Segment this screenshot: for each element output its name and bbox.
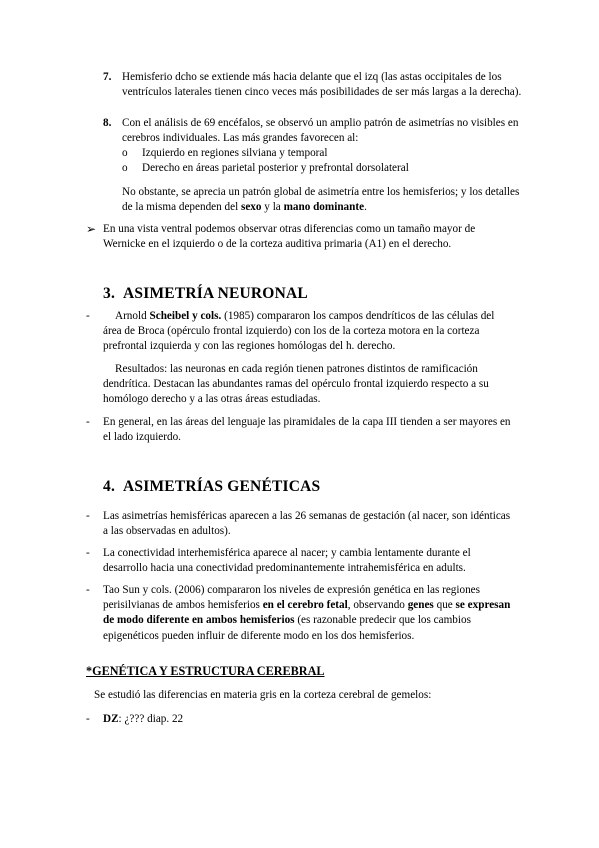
- sub-item-1-text: Izquierdo en regiones silviana y temporal: [142, 147, 328, 159]
- section-3-title: ASIMETRÍA NEURONAL: [123, 285, 308, 302]
- s4p3-pre: Tao Sun y cols. (2006) compararon los niveles de expresión genética en las regiones perisilvianas de ambos hemisferios: [103, 584, 480, 612]
- item-8-text: Con el análisis de 69 encéfalos, se observó un amplio patrón de asimetrías no visibles en cerebros individuales. Las más grandes favorecen al:: [122, 117, 519, 145]
- note-bold-sexo: sexo: [240, 201, 262, 214]
- genetics-intro: Se estudió las diferencias en materia gris en la corteza cerebral de gemelos:: [94, 689, 432, 701]
- section-4-heading: [103, 478, 320, 496]
- list-number-8: 8.: [103, 117, 112, 129]
- s4p3-mid2: que: [433, 599, 456, 612]
- arrow-bullet-icon: ➢: [86, 222, 97, 236]
- s3p1-pre: Arnold: [115, 310, 150, 322]
- dash-marker: -: [86, 547, 90, 559]
- list-number-7: 7.: [103, 71, 112, 83]
- s4p3-mid: , observando: [347, 599, 408, 612]
- section-4-title: ASIMETRÍAS GENÉTICAS: [123, 478, 321, 495]
- genetics-subheading: *GENÉTICA Y ESTRUCTURA CEREBRAL: [86, 664, 325, 678]
- dash-marker: -: [86, 510, 90, 522]
- section-4-number: 4.: [103, 478, 116, 495]
- dz-line: [103, 712, 403, 727]
- item-7-text: Hemisferio dcho se extiende más hacia delante que el izq (las astas occipitales de los ventrículos laterales tienen cinco veces más posibilidades de ser más largas a la derecha).: [122, 71, 522, 99]
- note-paragraph: [122, 185, 522, 215]
- dash-marker: -: [86, 713, 90, 725]
- section-4-paragraph-1: Las asimetrías hemisféricas aparecen a las 26 semanas de gestación (al nacer, son idénticas a las observadas en adultos).: [103, 510, 511, 538]
- s3p1-post: (1985) compararon los campos dendríticos de las células del área de Broca (opérculo frontal izquierdo) con los de la corteza motora en la corteza prefrontal izquierda y con las regiones homólogas del h. derecho.: [103, 310, 495, 353]
- sub-bullet-2: o: [122, 162, 128, 174]
- sub-bullet-1: o: [122, 147, 128, 159]
- dash-marker: -: [86, 584, 90, 596]
- section-4-paragraph-3: [103, 583, 513, 644]
- section-4-paragraph-2: La conectividad interhemisférica aparece al nacer; y cambia lentamente durante el desarrollo hacia una conectividad predominantemente intrahemisférica en adults.: [103, 547, 471, 575]
- section-3-heading: [103, 285, 308, 303]
- dash-marker: -: [86, 310, 90, 322]
- dash-marker: -: [86, 416, 90, 428]
- s4p3-bold-1: en el cerebro fetal: [262, 599, 348, 612]
- s4p3-bold-3: se expresan de modo diferente en ambos hemisferios: [103, 599, 511, 627]
- section-3-paragraph-1: [103, 309, 513, 355]
- dz-text: : ¿??? diap. 22: [118, 713, 184, 725]
- note-text-pre: No obstante, se aprecia un patrón global de asimetría entre los hemisferios; y los detalles de la misma dependen del: [122, 186, 520, 214]
- dz-bold: DZ: [103, 713, 119, 725]
- note-bold-mano: mano dominante: [283, 201, 365, 214]
- s4p3-post: (es razonable predecir que los cambios epigenéticos pueden influir de diferente modo en los dos hemisferios.: [103, 614, 471, 642]
- note-text-mid: y la: [261, 201, 284, 214]
- arrow-item-text: En una vista ventral podemos observar otras diferencias como un tamaño mayor de Wernicke en el izquierdo o de la corteza auditiva primaria (A1) en el derecho.: [103, 223, 476, 251]
- section-3-number: 3.: [103, 285, 116, 302]
- s3p1-bold: Scheibel y cols.: [149, 310, 222, 322]
- section-3-paragraph-3: En general, en las áreas del lenguaje las piramidales de la capa III tienden a ser mayores en el lado izquierdo.: [103, 416, 511, 444]
- s4p3-bold-2: genes: [407, 599, 434, 612]
- note-text-post: .: [364, 201, 367, 214]
- section-3-paragraph-2: Resultados: las neuronas en cada región tienen patrones distintos de ramificación dendrítica. Destacan las abundantes ramas del opérculo frontal izquierdo respecto a su homólogo derecho y a las otras áreas estudiadas.: [103, 363, 489, 406]
- sub-item-2-text: Derecho en áreas parietal posterior y prefrontal dorsolateral: [142, 162, 409, 174]
